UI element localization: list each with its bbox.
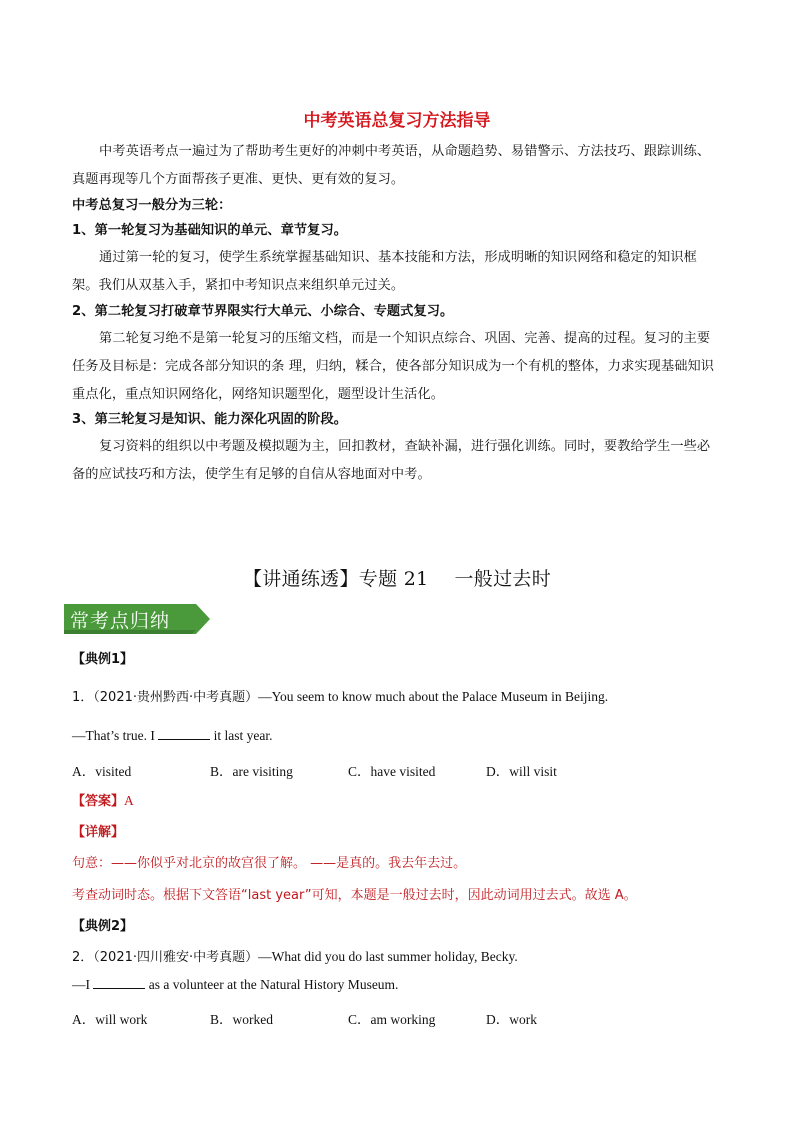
example1-q2b: it last year. <box>210 728 273 743</box>
option-b: B．worked <box>210 1012 273 1027</box>
example2-q1: —What did you do last summer holiday, Becky. <box>258 949 518 964</box>
example2-q2b: as a volunteer at the Natural History Museum. <box>145 977 399 992</box>
example1-tag: 【典例1】 <box>72 652 134 667</box>
option-b: B．are visiting <box>210 764 293 779</box>
option-c: C．am working <box>348 1012 436 1027</box>
round2-heading: 2、第二轮复习打破章节界限实行大单元、小综合、专题式复习。 <box>72 304 454 319</box>
example2-response <box>72 977 722 993</box>
round3-heading: 3、第三轮复习是知识、能力深化巩固的阶段。 <box>72 412 348 427</box>
banner-label: 常考点归纳 <box>70 610 171 632</box>
answer-blank <box>93 978 145 989</box>
round1-heading: 1、第一轮复习为基础知识的单元、章节复习。 <box>72 223 348 238</box>
section-banner <box>64 604 214 634</box>
example1-answer <box>72 790 722 809</box>
example2-source: 2．（2021·四川雅安·中考真题） <box>72 950 259 965</box>
example1-options <box>72 760 722 780</box>
guide-title: 中考英语总复习方法指导 <box>303 111 491 131</box>
option-d: D．will visit <box>486 764 557 779</box>
topic-title <box>72 564 722 591</box>
round2-body: 第二轮复习绝不是第一轮复习的压缩文档，而是一个知识点综合、巩固、完善、提高的过程。复习的主要任务及目标是：完成各部分知识的条 理，归纳，糅合，使各部分知识成为一个有机的整体，力求实现基础知识重点化，重点知识网络化，网络知识题型化，题型设计生活化。 <box>72 331 715 402</box>
answer-tag: 【答案】 <box>72 794 125 809</box>
example1-q2a: —That’s true. I <box>72 728 159 743</box>
example1-question <box>72 686 722 705</box>
example2-q2a: —I <box>72 977 94 992</box>
topic-title-left: 【讲通练透】专题 21 <box>242 568 429 590</box>
example2-question <box>72 946 722 965</box>
example2-tag: 【典例2】 <box>72 919 134 934</box>
detail-tag: 【详解】 <box>72 825 125 840</box>
option-d: D．work <box>486 1012 537 1027</box>
example2-options <box>72 1008 722 1028</box>
option-c: C．have visited <box>348 764 436 779</box>
detail-line2: 考查动词时态。根据下文答语“last year”可知，本题是一般过去时，因此动词用过去式。故选 A。 <box>72 888 637 903</box>
round3-body: 复习资料的组织以中考题及模拟题为主，回扣教材，查缺补漏，进行强化训练。同时，要教给学生一些必备的应试技巧和方法，使学生有足够的自信从容地面对中考。 <box>72 439 711 482</box>
example1-q1: —You seem to know much about the Palace Museum in Beijing. <box>258 689 609 704</box>
topic-title-right: 一般过去时 <box>454 568 552 590</box>
option-a: A．visited <box>72 764 132 779</box>
example1-source: 1．（2021·贵州黔西·中考真题） <box>72 690 259 705</box>
guide-intro: 中考英语考点一遍过为了帮助考生更好的冲刺中考英语，从命题趋势、易错警示、方法技巧、跟踪训练、真题再现等几个方面帮孩子更准、更快、更有效的复习。 <box>72 144 711 187</box>
example1-response <box>72 728 722 744</box>
answer-value: A <box>124 793 134 808</box>
rounds-heading: 中考总复习一般分为三轮： <box>72 198 232 213</box>
detail-line1: 句意：——你似乎对北京的故宫很了解。 ——是真的。我去年去过。 <box>72 856 467 871</box>
round1-body: 通过第一轮的复习，使学生系统掌握基础知识、基本技能和方法，形成明晰的知识网络和稳定的知识框架。我们从双基入手，紧扣中考知识点来组织单元过关。 <box>72 250 697 293</box>
option-a: A．will work <box>72 1012 148 1027</box>
answer-blank <box>158 729 210 740</box>
